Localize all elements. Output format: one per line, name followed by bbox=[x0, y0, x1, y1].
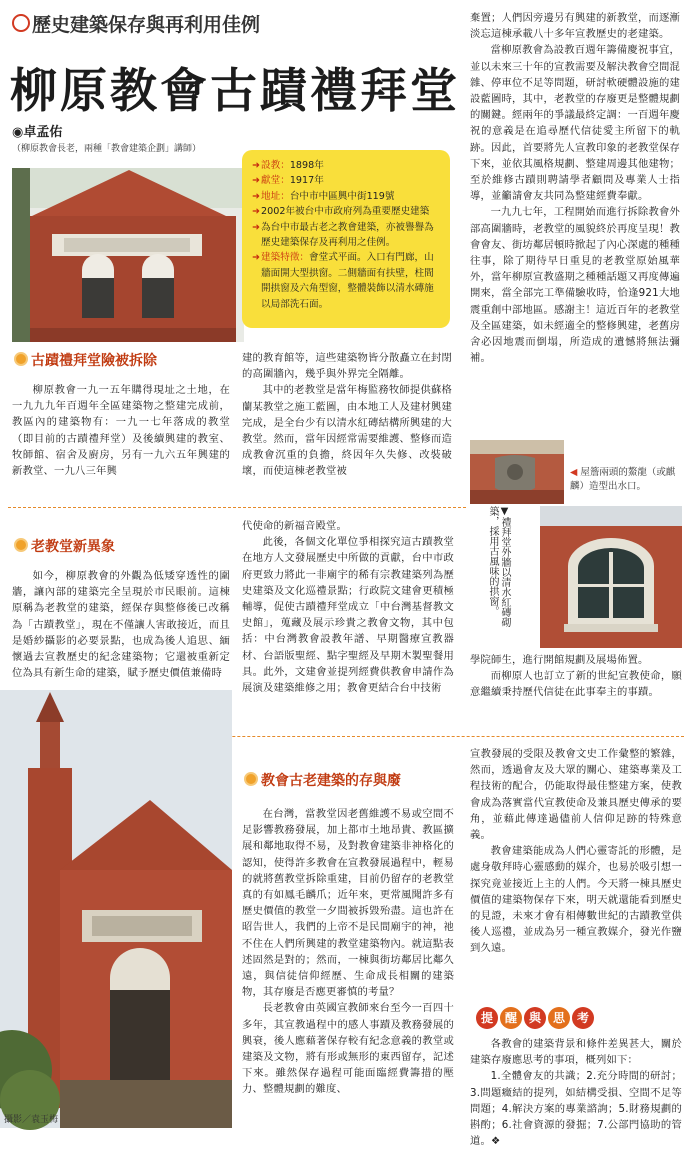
paragraph: 各教會的建築背景和條件差異甚大，關於建築存廢應思考的事項，概列如下： bbox=[470, 1038, 682, 1067]
triangle-pointer-icon: ▼ bbox=[499, 506, 510, 517]
bullet-dot-icon bbox=[244, 772, 258, 786]
arrow-icon: ➜ bbox=[252, 252, 261, 264]
fact-listed: ➜ 2002年被台中市政府列為重要歷史建築 bbox=[252, 204, 442, 219]
triangle-pointer-icon: ◀ bbox=[570, 467, 581, 478]
fact-address: ➜ 地址：台中市中區興中街119號 bbox=[252, 189, 442, 204]
right-column-top bbox=[470, 10, 680, 366]
fact-oldest: ➜ 為台中市最古老之教會建築，亦被譽譽為歷史建築保存及再利用之佳例。 bbox=[252, 220, 442, 251]
paragraph: 棄置；人們因旁邊另有興建的新教堂，而逐漸淡忘這棟承載八十多年宣教歷史的老建築。 bbox=[470, 12, 680, 41]
paragraph: 教會建築能成為人們心靈寄託的形體，是處身敬拜時心靈感動的媒介，也易於吸引想一探究竟並接近上主的人們。今天將一棟具歷史價值的建築物保存下來，明天就還能看到歷史的見證，未來才會有相傳數世紀的古蹟教堂供後人巡禮，並成為另一種宣教媒介，發光作鹽到久遠。 bbox=[470, 845, 682, 955]
section-heading: 老教堂新異象 bbox=[14, 536, 115, 556]
section2-column2 bbox=[242, 518, 454, 696]
section-divider bbox=[8, 507, 466, 508]
section2-right bbox=[470, 652, 682, 701]
arrow-icon: ➜ bbox=[252, 160, 261, 171]
reflection-heading bbox=[476, 1007, 596, 1029]
section2-column1 bbox=[12, 568, 230, 681]
arrow-icon: ➜ bbox=[252, 206, 261, 218]
section1-column2 bbox=[242, 350, 452, 480]
paragraph: 長老教會由英國宣教師來台至今一百四十多年，其宣教過程中的感人事蹟及教務發展的興衰，後人應藉著保存較有紀念意義的教堂或建築及文物，將有形或無形的東西留存，記述下來。雖然保存過程可能面臨經費籌措的壓力、整體規劃的難度、 bbox=[242, 1002, 454, 1096]
heading-badge: 考 bbox=[572, 1007, 594, 1029]
paragraph: 柳原教會一九一五年購得現址之土地，在一九九九年百週年全區建築物之整建完成前，教區內的建築物有：一九一七年落成的教堂（即目前的古蹟禮拜堂）及後續興建的教室、牧師館、宿舍及廚房，另有一九六五年興建的新教堂、一九八三年興 bbox=[12, 384, 230, 478]
paragraph: 此後，各個文化單位爭相探究這古蹟教堂在地方人文發展歷史中所做的貢獻，台中市政府更致力將此一非廟宇的稀有宗教建築列為歷史建築及文化巡禮景點；行政院文建會更積極輔導，促使古蹟禮拜堂成立「中台灣基督教文史館」，蒐藏及展示珍貴之教會文物，其中包括：中台灣教會設教年譜、早期醫療宣教器材、台語版聖經、點字聖經及早期木製聖餐用具。此外，文建會並提列經費供教會申請作為展演及建築維修之用；教會更結合台中技術 bbox=[242, 536, 454, 695]
heading-badge: 與 bbox=[524, 1007, 546, 1029]
fact-box bbox=[242, 150, 450, 328]
section-heading: 教會古老建築的存與廢 bbox=[244, 770, 401, 790]
author: ◉卓孟佑 bbox=[12, 125, 63, 140]
paragraph: 在台灣，當教堂因老舊維護不易或空間不足影響教務發展，加上都市土地昂貴、教區擴展和鄰地取得不易，及對教會建築非神格化的認知，使得許多教會在宣教發展過程中，輕易的就將舊教堂拆除重建，目前仍留存的老教堂真的有如鳳毛麟爪；近年來，更常風聞許多有歷史價值的教堂一夕間被拆毀殆盡。這也許在昭告世人，我們的上帝不是民間廟宇的神，祂不住在人們所興建的教堂建築物內。就這點表述固然是對的；然而，一棟與街坊鄰居比鄰久遠，與信徒信仰經歷、生命成長相關的建築物，其存廢是否應更審慎的考量？ bbox=[242, 808, 454, 999]
paragraph: 其中的老教堂是當年梅監務牧師提供蘇格蘭某教堂之施工藍圖，由本地工人及建材興建完成，是全台少有以清水紅磚結構所興建的大教堂。然而，當年因經常需要維護、整修而造成教會沉重的負擔，終因年久失修、改裝破壞，而使這棟老教堂被 bbox=[242, 384, 452, 478]
photo-credit: 攝影／袁玉梅 bbox=[4, 1115, 59, 1125]
paragraph: 當柳原教會為設教百週年籌備慶祝事宜，並以未來三十年的宣教需要及解決教會空間混雜、停車位不足等問題，研討軟硬體設施的建設藍圖時，其中，老教堂的存廢更是整體規劃的關鍵。經兩年的爭議最終定調：一百週年慶祝的意義是在追尋歷代信徒愛主所留下的軌跡。因此，首要將先人宣教印象的老教堂保存下來，並依其風格規劃、整建周邊其他建物；至於維修古蹟則聘請學者顧問及專業人士指導，並籲請會友共同為整建經費奉獻。 bbox=[470, 44, 680, 203]
window-caption: ▼禮拜堂外牆以清水紅磚砌築，採用古風味的拱窗。 bbox=[487, 506, 510, 627]
paragraph: 1.全體會友的共識；2.充分時間的研討；3.問題癥結的提列，如結構受損、空間不足等問題；4.解決方案的專業諮詢；5.財務規劃的斟酌；6.社會資源的發掘；7.公部門協助的管道。❖ bbox=[470, 1070, 682, 1148]
paragraph: 而柳原人也訂立了新的世紀宣教使命，願意繼續秉持歷代信徒在此事奉主的事蹟。 bbox=[470, 670, 682, 699]
heading-badge: 醒 bbox=[500, 1007, 522, 1029]
author-note: （柳原教會長老，兩種「教會建築企劃」講師） bbox=[12, 144, 202, 154]
fact-dedicated: ➜ 獻堂：1917年 bbox=[252, 173, 442, 188]
church-building-photo bbox=[0, 690, 232, 1128]
arrow-icon: ➜ bbox=[252, 190, 261, 202]
paragraph: 如今，柳原教會的外觀為低矮穿透性的圍牆，讓內部的建築完全呈現於市民眼前。這棟原稱為老教堂的建築，經保存與整修後已改稱為「古蹟教堂」，現在不僅讓人害敢接近，而且是婚紗攝影的必要景點，也成為後人追思、緬懷過去宣教歷史的紀念建築物；它還被重新定位為具有新生命的建築，賦予歷史價值兼備時 bbox=[12, 570, 230, 680]
gargoyle-photo bbox=[470, 440, 564, 504]
gargoyle-caption: ◀ 屋簷兩頭的鰲龍（或麒麟）造型出水口。 bbox=[570, 467, 676, 492]
heading-badge: 提 bbox=[476, 1007, 498, 1029]
fact-founded: ➜ 設教：1898年 bbox=[252, 158, 442, 173]
section3-column1 bbox=[242, 806, 454, 1098]
heading-badge: 思 bbox=[548, 1007, 570, 1029]
bullet-dot-icon bbox=[14, 538, 28, 552]
bullet-dot-icon bbox=[14, 352, 28, 366]
section1-column1 bbox=[12, 382, 230, 479]
paragraph: 一九九七年，工程開始而進行拆除教會外部高圍牆時，老教堂的風貌終於再度呈現！教會會友、街坊鄰居頓時掀起了內心深處的種種往事，除了期待早日重見的老教堂原始風華外，當年柳原宣教盛期之種種話題又再度傳遍開來，當全部完工準備驗收時，恰逢921大地震重創中部地區。感謝主！這近百年的老教堂及全區建築，如未經適全的整修興建，老舊房舍必因地震而倒塌，所造成的遺憾將無法彌補。 bbox=[470, 206, 680, 365]
paragraph: 宣教發展的受限及教會文史工作彙整的繁雜，然而，透過會友及大眾的關心、建築專業及工程技術的配合，仍能取得最佳整建方案，使教會成為落實當代宣教使命及兼具歷史傳承的要角，並藉此傳達過儘前人信仰足跡的特殊意義。 bbox=[470, 748, 682, 842]
fact-features: ➜ 建築特徵：會堂式平面。入口有門廊，山牆面開大型拱窗。二側牆面有扶壁，柱間開拱窗及六角型窗，整體裝飾以清水磚施以局部洗石面。 bbox=[252, 250, 442, 312]
arched-window-photo bbox=[540, 506, 682, 648]
end-mark-icon: ❖ bbox=[491, 1135, 501, 1148]
section3-column2 bbox=[470, 746, 682, 957]
paragraph: 建的教育館等，這些建築物皆分散矗立在封閉的高圍牆內，幾乎與外界完全隔離。 bbox=[242, 352, 452, 381]
paragraph: 學院師生，進行開館規劃及展場佈置。 bbox=[470, 654, 649, 666]
arrow-icon: ➜ bbox=[252, 221, 261, 233]
reflection-text bbox=[470, 1036, 682, 1149]
paragraph: 代使命的新福音殿堂。 bbox=[242, 520, 347, 532]
arrow-icon: ➜ bbox=[252, 175, 261, 187]
church-facade-photo bbox=[12, 168, 244, 342]
section-heading: 古蹟禮拜堂險被拆除 bbox=[14, 350, 157, 370]
ring-icon bbox=[12, 14, 30, 32]
headline: 柳原教會古蹟禮拜堂 bbox=[10, 64, 460, 119]
series-title: 歷史建築保存與再利用佳例 bbox=[12, 10, 260, 37]
